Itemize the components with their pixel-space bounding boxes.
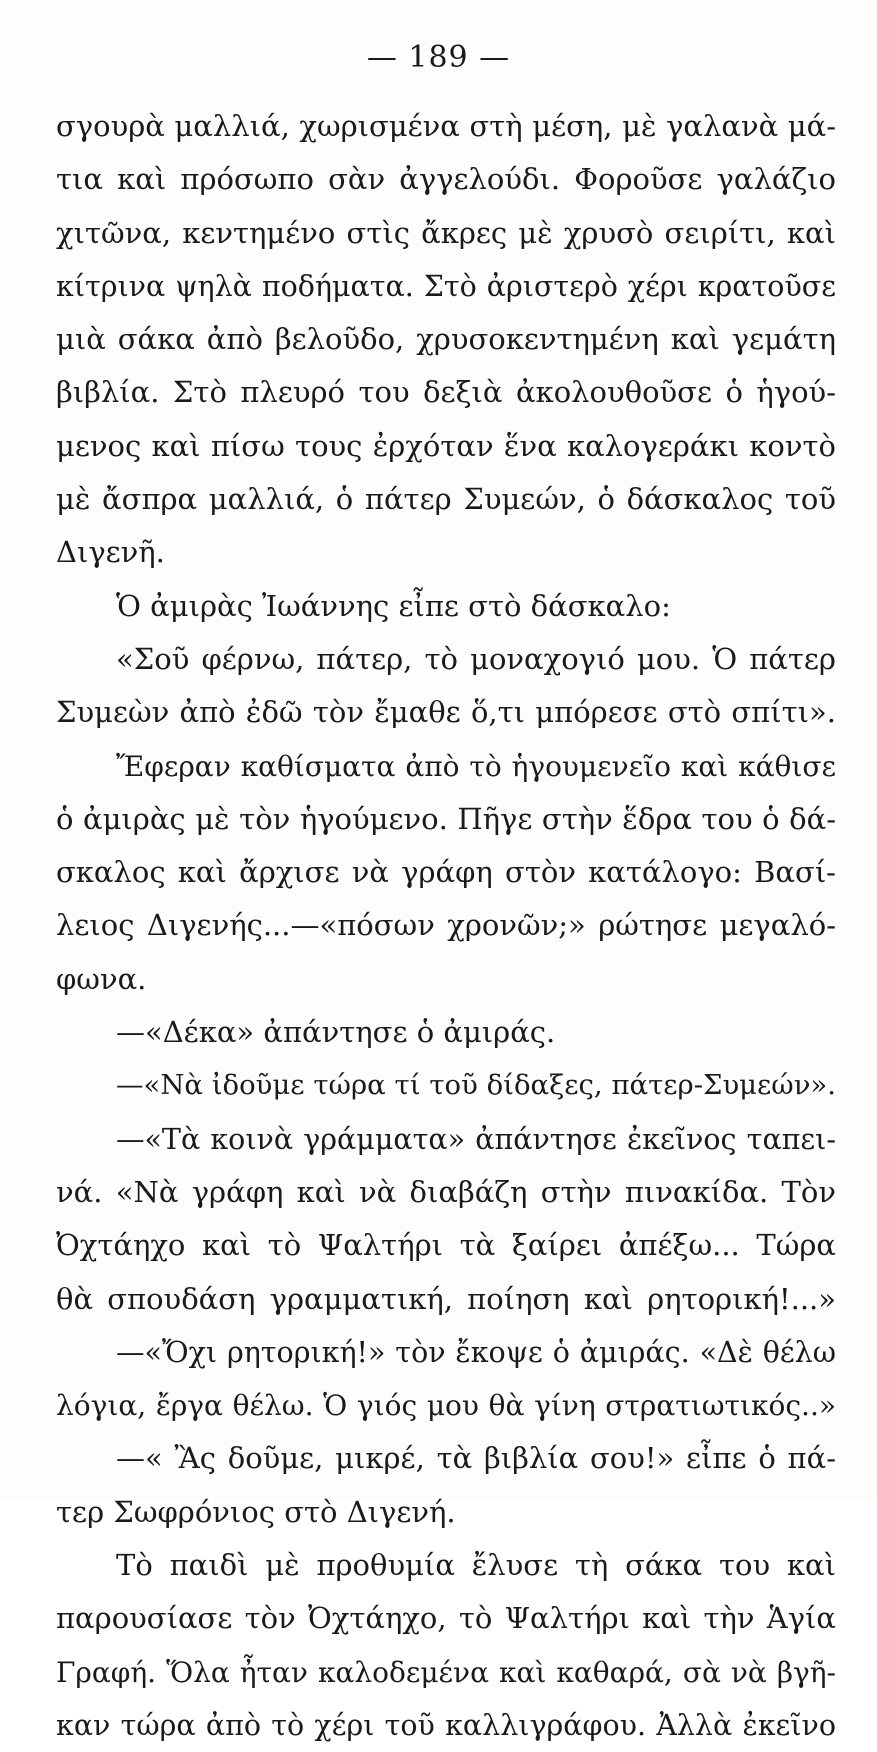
page-number: — 189 —	[366, 40, 511, 75]
text-line: —«Τὰ κοινὰ γράμματα» ἀπάντησε ἐκεῖνος ταπει-	[116, 1122, 836, 1156]
text-line: καν τώρα ἀπὸ τὸ χέρι τοῦ καλλιγράφου. Ἀλλὰ ἐκεῖνο	[56, 1708, 836, 1742]
text-line: τερ Σωφρόνιος στὸ Διγενή.	[56, 1494, 456, 1529]
text-line: Τὸ παιδὶ μὲ προθυμία ἔλυσε τὴ σάκα του καὶ	[116, 1548, 836, 1583]
text-line: —«Νὰ ἰδοῦμε τώρα τί τοῦ δίδαξες, πάτερ-Συμεών».	[116, 1069, 836, 1102]
text-line: λειος Διγενής...—«πόσων χρονῶν;» ρώτησε μεγαλό-	[56, 908, 836, 943]
text-line: μενος καὶ πίσω τους ἐρχόταν ἕνα καλογεράκι κοντὸ	[56, 428, 836, 463]
text-line: Διγενῆ.	[56, 535, 165, 570]
text-line: μιὰ σάκα ἀπὸ βελοῦδο, χρυσοκεντημένη καὶ γεμάτη	[56, 322, 836, 357]
text-line: βιβλία. Στὸ πλευρό του δεξιὰ ἀκολουθοῦσε ὁ ἡγού-	[56, 375, 836, 410]
text-line: Ὁ ἀμιρὰς Ἰωάννης εἶπε στὸ δάσκαλο:	[116, 588, 671, 623]
text-line: —« Ἂς δοῦμε, μικρέ, τὰ βιβλία σου!» εἶπε ὁ πά-	[116, 1441, 836, 1476]
text-line: παρουσίασε τὸν Ὀχτάηχο, τὸ Ψαλτήρι καὶ τὴν Ἁγία	[56, 1601, 836, 1636]
text-line: σγουρὰ μαλλιά, χωρισμένα στὴ μέση, μὲ γαλανὰ μά-	[56, 109, 836, 143]
text-line: θὰ σπουδάση γραμματική, ποίηση καὶ ρητορική!...»	[56, 1281, 836, 1316]
text-line: —«Δέκα» ἀπάντησε ὁ ἀμιράς.	[116, 1015, 556, 1050]
text-line: Γραφή. Ὅλα ἦταν καλοδεμένα καὶ καθαρά, σὰ νὰ βγῆ-	[56, 1655, 836, 1689]
text-line: σκαλος καὶ ἄρχισε νὰ γράφη στὸν κατάλογο: Βασί-	[56, 855, 836, 890]
text-line: κίτρινα ψηλὰ ποδήματα. Στὸ ἀριστερὸ χέρι κρατοῦσε	[56, 269, 836, 303]
text-line: μὲ ἄσπρα μαλλιά, ὁ πάτερ Συμεών, ὁ δάσκαλος τοῦ	[56, 482, 836, 517]
text-line: Συμεὼν ἀπὸ ἐδῶ τὸν ἔμαθε ὅ,τι μπόρεσε στὸ σπίτι».	[56, 695, 836, 730]
text-line: —«Ὄχι ρητορική!» τὸν ἔκοψε ὁ ἀμιράς. «Δὲ θέλω	[116, 1335, 836, 1369]
text-line: λόγια, ἔργα θέλω. Ὁ γιός μου θὰ γίνη στρατιωτικός..»	[56, 1389, 836, 1423]
text-line: χιτῶνα, κεντημένο στὶς ἄκρες μὲ χρυσὸ σειρίτι, καὶ	[56, 215, 836, 250]
text-line: Ὀχτάηχο καὶ τὸ Ψαλτήρι τὰ ξαίρει ἀπέξω... Τώρα	[56, 1228, 836, 1263]
text-line: Ἔφεραν καθίσματα ἀπὸ τὸ ἡγουμενεῖο καὶ κάθισε	[116, 749, 836, 783]
body-text	[56, 100, 836, 1752]
text-line: τια καὶ πρόσωπο σὰν ἀγγελούδι. Φοροῦσε γαλάζιο	[56, 162, 836, 197]
text-line: ὁ ἀμιρὰς μὲ τὸν ἡγούμενο. Πῆγε στὴν ἕδρα του ὁ δά-	[56, 801, 836, 836]
text-line: νά. «Νὰ γράφη καὶ νὰ διαβάζη στὴν πινακίδα. Τὸν	[56, 1174, 836, 1209]
text-line: φωνα.	[56, 961, 147, 996]
text-line: «Σοῦ φέρνω, πάτερ, τὸ μοναχογιό μου. Ὁ πάτερ	[116, 641, 836, 676]
